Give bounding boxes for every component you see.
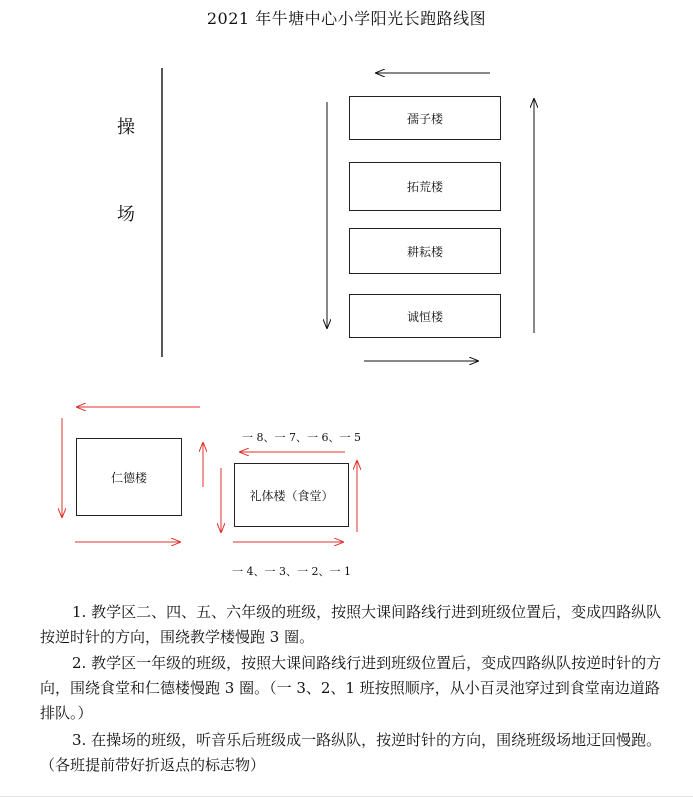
instruction-1: 1. 教学区二、四、五、六年级的班级，按照大课间路线行进到班级位置后，变成四路纵队按逆时针的方向，围绕教学楼慢跑 3 圈。 — [40, 603, 662, 646]
class-order-top: 一 8、一 7、一 6、一 5 — [242, 431, 361, 444]
building-rende: 仁德楼 — [76, 438, 182, 516]
page-bottom-border — [0, 796, 693, 797]
playground-label-char-1: 操 — [117, 117, 135, 138]
building-gengyun: 耕耘楼 — [349, 228, 501, 274]
building-chengheng: 诚恒楼 — [349, 294, 501, 338]
class-order-bottom: 一 4、一 3、一 2、一 1 — [232, 565, 351, 578]
building-liti-canteen: 礼体楼（食堂） — [234, 463, 349, 527]
playground-label-char-2: 场 — [117, 204, 135, 225]
building-ruzi: 孺子楼 — [349, 96, 501, 140]
instruction-2: 2. 教学区一年级的班级，按照大课间路线行进到班级位置后，变成四路纵队按逆时针的方向，围绕食堂和仁德楼慢跑 3 圈。（一 3、2、1 班按照顺序，从小百灵池穿过到食堂南边道路排队。） — [40, 654, 662, 722]
instruction-3: 3. 在操场的班级，听音乐后班级成一路纵队，按逆时针的方向，围绕班级场地迂回慢跑。（各班提前带好折返点的标志物） — [40, 731, 662, 774]
building-tuohuang: 拓荒楼 — [349, 162, 501, 211]
page-title: 2021 年牛塘中心小学阳光长跑路线图 — [206, 9, 487, 28]
